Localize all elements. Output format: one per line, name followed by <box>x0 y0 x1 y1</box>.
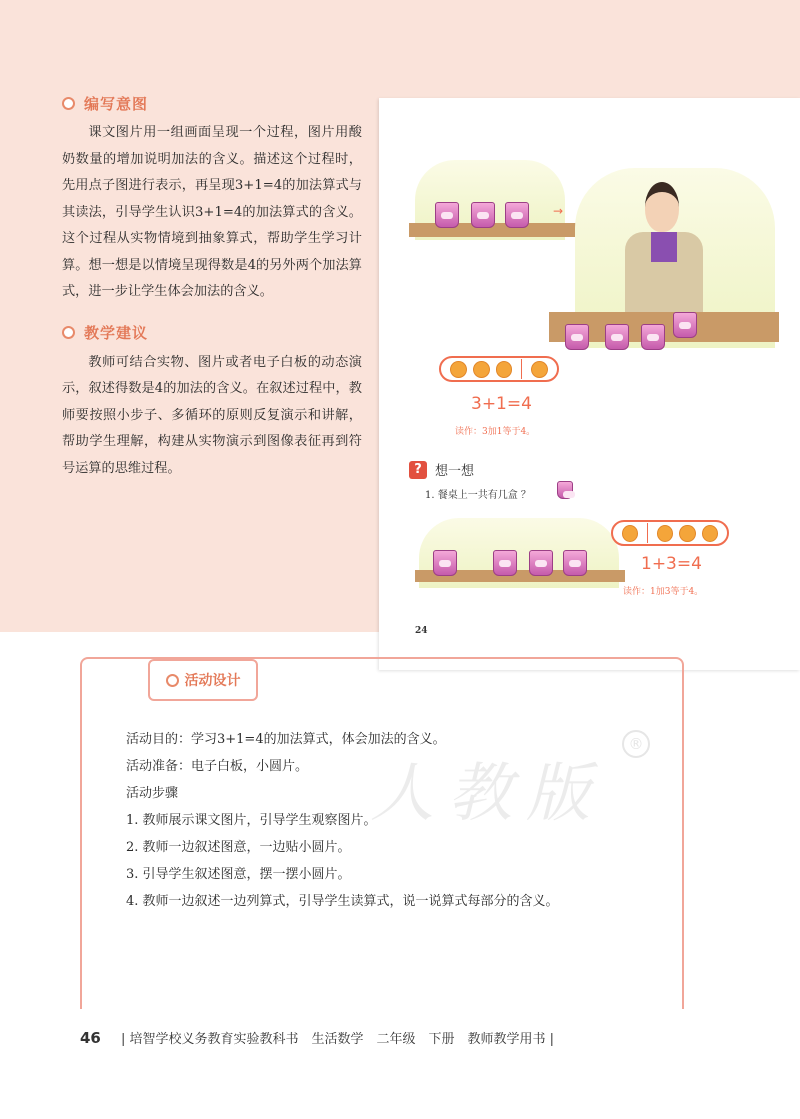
equation-3-plus-1: 3+1=4 <box>471 394 532 414</box>
equation-reading-1: 读作：3加1等于4。 <box>455 427 536 437</box>
yogurt-cup-icon <box>673 312 697 338</box>
circle-bullet-icon <box>62 326 75 339</box>
dot-diagram-3-1 <box>439 356 559 382</box>
yogurt-cup-icon <box>493 550 517 576</box>
activity-tab <box>148 659 258 701</box>
equation-1-plus-3: 1+3=4 <box>641 554 702 574</box>
textbook-page-number: 24 <box>415 626 428 636</box>
divider <box>647 523 648 543</box>
book-title: | 培智学校义务教育实验教科书 生活数学 二年级 下册 教师教学用书 | <box>121 1032 555 1047</box>
dot-icon <box>679 525 695 542</box>
left-column <box>62 92 362 494</box>
intent-title: 编写意图 <box>84 94 149 113</box>
dot-icon <box>657 525 673 542</box>
page-number: 46 <box>80 1029 101 1047</box>
activity-tab-label: 活动设计 <box>184 673 241 689</box>
think-title: 想一想 <box>435 464 475 479</box>
yogurt-cup-icon <box>433 550 457 576</box>
yogurt-cup-icon <box>641 324 665 350</box>
yogurt-cup-icon <box>557 481 573 499</box>
textbook-page-image <box>379 98 800 670</box>
yogurt-cup-icon <box>565 324 589 350</box>
dot-icon <box>702 525 718 542</box>
intent-paragraph: 课文图片用一组画面呈现一个过程，图片用酸奶数量的增加说明加法的含义。描述这个过程时，先用点子图进行表示，再呈现3+1=4的加法算式与其读法，引导学生认识3+1=4的加法算式的含义。这个过程从实物情境到抽象算式，帮助学生学习计算。想一想是以情境呈现得数是4的另外两个加法算式，进一步让学生体会加法的含义。 <box>62 125 362 299</box>
activity-goal: 活动目的：学习3+1=4的加法算式，体会加法的含义。 <box>126 732 446 747</box>
registered-mark-icon: ® <box>622 730 650 758</box>
teacher-sweater-icon <box>651 232 677 262</box>
activity-content <box>126 726 666 915</box>
activity-steps-title: 活动步骤 <box>126 786 179 801</box>
yogurt-cup-icon <box>471 202 495 228</box>
activity-step: 3. 引导学生叙述图意，摆一摆小圆片。 <box>126 867 351 882</box>
page-footer <box>80 1028 554 1047</box>
intent-heading <box>62 92 362 114</box>
question-1: 1. 餐桌上一共有几盒 ？ <box>425 490 531 501</box>
dot-icon <box>622 525 638 542</box>
suggestion-paragraph: 教师可结合实物、图片或者电子白板的动态演示，叙述得数是4的加法的含义。在叙述过程中，教师要按照小步子、多循环的原则反复演示和讲解，帮助学生理解，构建从实物演示到图像表征再到符号运算的思维过程。 <box>62 354 362 476</box>
dot-diagram-1-3 <box>611 520 729 546</box>
publisher-watermark: 人教版 <box>370 757 604 831</box>
yogurt-cup-icon <box>529 550 553 576</box>
question-icon: ? <box>409 461 427 479</box>
activity-step: 4. 教师一边叙述一边列算式，引导学生读算式，说一说算式每部分的含义。 <box>126 894 559 909</box>
activity-prep: 活动准备：电子白板，小圆片。 <box>126 759 309 774</box>
suggestion-title: 教学建议 <box>84 324 149 342</box>
yogurt-cup-icon <box>505 202 529 228</box>
divider <box>521 359 522 379</box>
dot-icon <box>473 361 490 378</box>
think-heading <box>409 460 474 479</box>
dot-icon <box>496 361 513 378</box>
activity-step: 2. 教师一边叙述图意，一边贴小圆片。 <box>126 840 351 855</box>
dot-icon <box>450 361 467 378</box>
teacher-head-icon <box>645 182 679 232</box>
yogurt-cup-icon <box>563 550 587 576</box>
activity-step: 1. 教师展示课文图片，引导学生观察图片。 <box>126 813 377 828</box>
circle-play-icon <box>166 674 179 687</box>
circle-bullet-icon <box>62 97 75 110</box>
yogurt-cup-icon <box>435 202 459 228</box>
arrow-right-icon: → <box>553 204 564 218</box>
yogurt-cup-icon <box>605 324 629 350</box>
equation-reading-2: 读作：1加3等于4。 <box>623 587 704 597</box>
dot-icon <box>531 361 548 378</box>
suggestion-heading <box>62 322 362 344</box>
